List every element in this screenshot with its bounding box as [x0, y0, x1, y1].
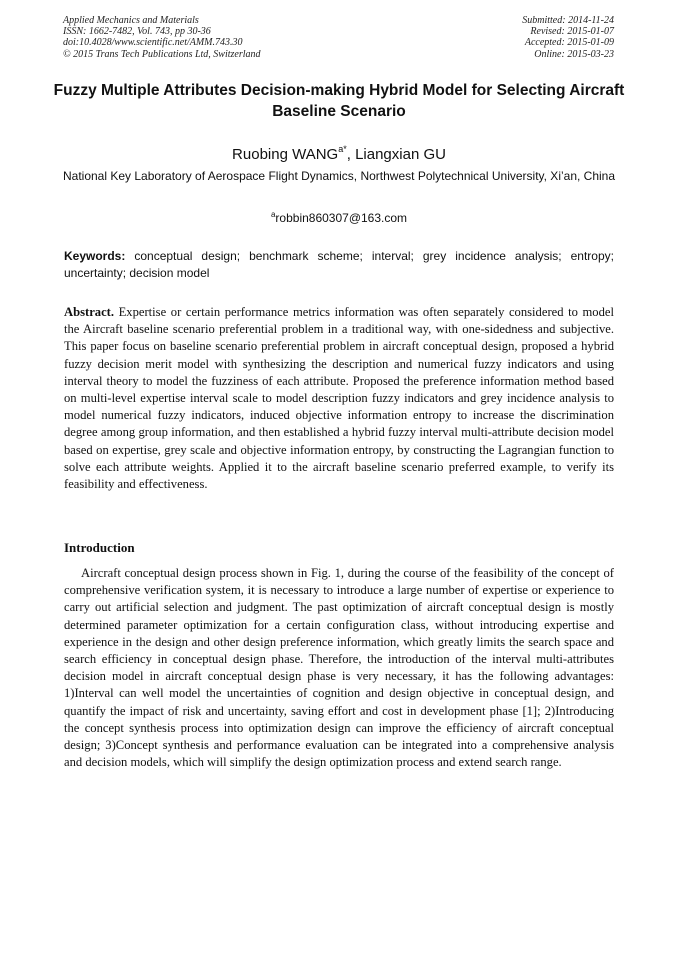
abstract	[64, 304, 614, 493]
author-name: Liangxian GU	[355, 146, 446, 163]
author-superscript: a*	[338, 144, 347, 154]
keywords	[64, 248, 614, 282]
author-name: Ruobing WANG	[232, 146, 339, 163]
submission-dates	[522, 15, 614, 60]
submitted-date: Submitted: 2014-11-24	[522, 15, 614, 26]
abstract-text: Expertise or certain performance metrics information was often separately considered to model the Aircraft baseline scenario preferential problem in a traditional way, with one-sidedness and subjective. This paper focus on baseline scenario preferential problem in aircraft conceptual design, proposed a hybrid fuzzy decision merit model with synthesizing the description and numerical fuzzy indicators and using interval theory to model the fuzziness of each attribute. Proposed the preference information method based on multi-level expertise interval scale to model description fuzzy indicators and grey incidence analysis to model numerical fuzzy indicators, induced objective information entropy to increase the discrimination degree among group information, and then established a hybrid fuzzy interval multi-attribute decision model based on expertise, grey scale and objective information entropy, by constructing the Lagrangian function to solve each attribute weights. Applied it to the aircraft baseline scenario preferred example, to verify its feasibility and effectiveness.	[64, 305, 614, 492]
keywords-text: conceptual design; benchmark scheme; interval; grey incidence analysis; entropy; uncertainty; decision model	[64, 249, 614, 280]
paper-title: Fuzzy Multiple Attributes Decision-making Hybrid Model for Selecting Aircraft Baseline Scenario	[53, 82, 625, 120]
email-superscript: a	[270, 210, 276, 219]
journal-issn: ISSN: 1662-7482, Vol. 743, pp 30-36	[63, 26, 211, 38]
journal-copyright: © 2015 Trans Tech Publications Ltd, Switzerland	[63, 48, 261, 60]
journal-info	[63, 15, 261, 60]
online-date: Online: 2015-03-23	[534, 48, 614, 60]
email-address[interactable]: robbin860307@163.com	[275, 211, 408, 225]
journal-name: Applied Mechanics and Materials	[63, 15, 199, 26]
author-list	[40, 141, 638, 164]
accepted-date: Accepted: 2015-01-09	[524, 37, 614, 49]
abstract-label: Abstract.	[64, 305, 115, 319]
author-email	[40, 207, 638, 226]
section-heading: Introduction	[64, 540, 135, 555]
journal-doi[interactable]: doi:10.4028/www.scientific.net/AMM.743.30	[63, 37, 243, 49]
keywords-label: Keywords:	[64, 249, 126, 263]
author-separator: ,	[346, 146, 356, 163]
revised-date: Revised: 2015-01-07	[530, 26, 614, 38]
introduction-paragraph: Aircraft conceptual design process shown in Fig. 1, during the course of the feasibility of the concept of comprehensive verification system, it is necessary to introduce a large number of expertise or experience to carry out artificial selection and judgment. The past optimization of aircraft conceptual design is mostly determined parameter optimization for a certain configuration class, without introducing expertise and experience in the design and other design preference information, which greatly limits the search space and search efficiency in conceptual design phase. Therefore, the introduction of the interval multi-attributes decision model in aircraft conceptual design phase is very necessary, it has the following advantages: 1)Interval can well model the uncertainties of cognition and design objective in conceptual design, and quantify the impact of risk and uncertainty, saving effort and cost in development phase [1]; 2)Introducing the concept synthesis process into optimization design can improve the efficiency of aircraft conceptual design; 3)Concept synthesis and performance evaluation can be integrated into a comprehensive analysis and decision models, which will simplify the design optimization process and extend search range.	[64, 566, 614, 770]
affiliation: National Key Laboratory of Aerospace Flight Dynamics, Northwest Polytechnical University, Xi’an, China	[62, 169, 616, 183]
